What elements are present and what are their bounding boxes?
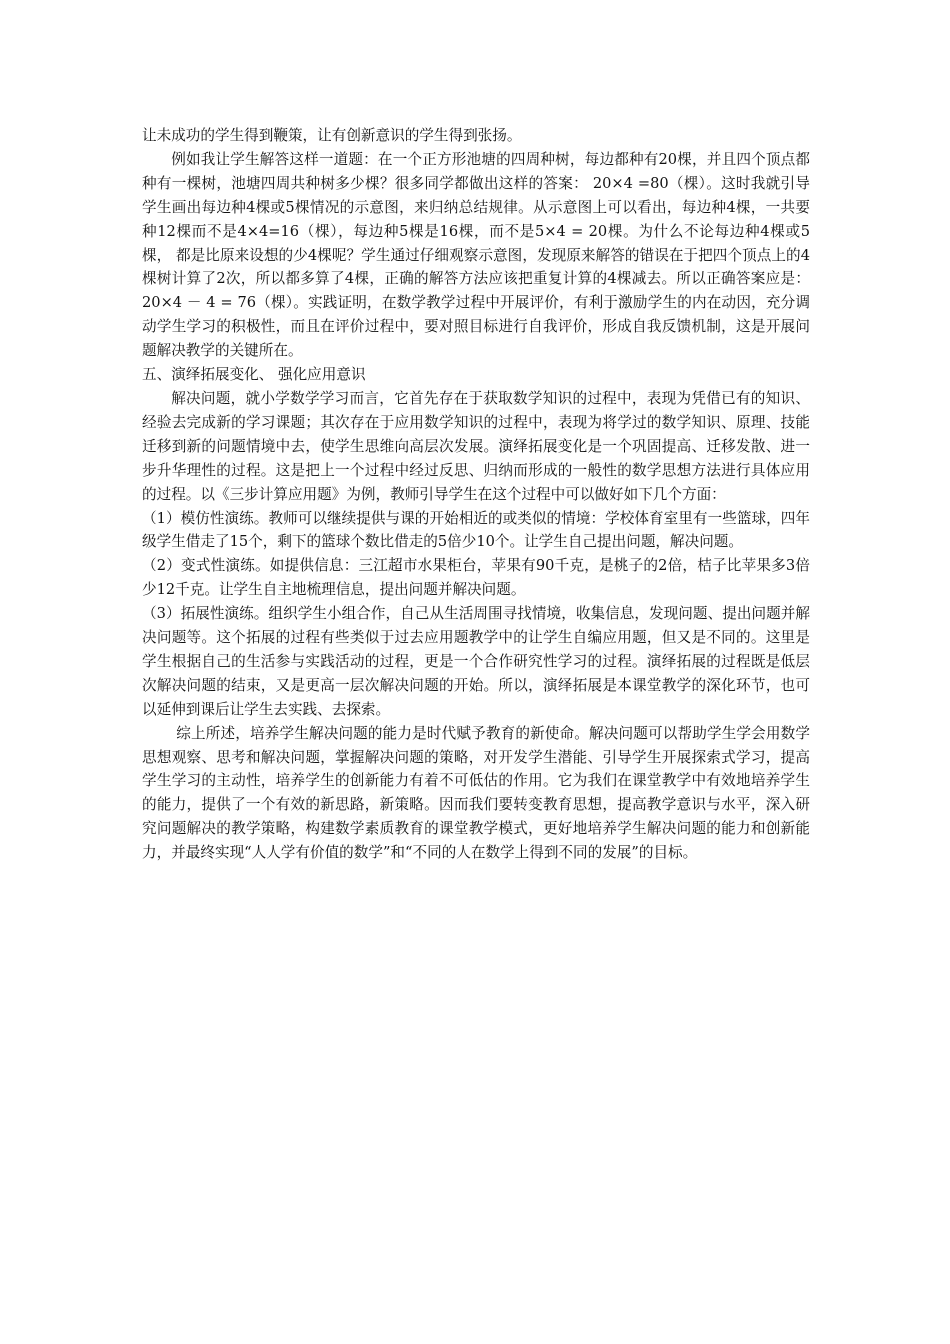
paragraph-pond-example: 例如我让学生解答这样一道题：在一个正方形池塘的四周种树，每边都种有20棵，并且四个顶点都种有一棵树，池塘四周共种树多少棵？很多同学都做出这样的答案： 20×4 =80（棵）。这时我就引导学生画出每边种4棵或5棵情况的示意图，来归纳总结规律。从示意图上可以看出，每边种4棵，一共要种12棵而不是4×4=16（棵），每边种5棵是16棵，而不是5×4 = 20棵。为什么不论每边种4棵或5棵， 都是比原来设想的少4棵呢？学生通过仔细观察示意图，发现原来解答的错误在于把四个顶点上的4棵树计算了2次，所以都多算了4棵，正确的解答方法应该把重复计算的4棵减去。所以正确答案应是：20×4 － 4 = 76（棵）。实践证明，在数学教学过程中开展评价，有利于激励学生的内在动因，充分调动学生学习的积极性，而且在评价过程中，要对照目标进行自我评价，形成自我反馈机制，这是开展问题解决教学的关键所在。 [142, 150, 810, 360]
paragraph-conclusion: 综上所述，培养学生解决问题的能力是时代赋予教育的新使命。解决问题可以帮助学生学会用数学思想观察、思考和解决问题，掌握解决问题的策略，对开发学生潜能、引导学生开展探索式学习，提高学生学习的主动性，培养学生的创新能力有着不可低估的作用。它为我们在课堂教学中有效地培养学生的能力，提供了一个有效的新思路，新策略。因而我们要转变教育思想，提高教学意识与水平，深入研究问题解决的教学策略，构建数学素质教育的课堂教学模式，更好地培养学生解决问题的能力和创新能力，并最终实现“人人学有价值的数学”和“不同的人在数学上得到不同的发展”的目标。 [142, 724, 810, 862]
list-item-variation-practice: （2）变式性演练。如提供信息：三江超市水果柜台，苹果有90千克，是桃子的2倍，桔子比苹果多3倍少12千克。让学生自主地梳理信息，提出问题并解决问题。 [142, 557, 810, 599]
document-body [142, 124, 810, 865]
list-item-imitation-practice: （1）模仿性演练。教师可以继续提供与课的开始相近的或类似的情境：学校体育室里有一些篮球，四年级学生借走了15个，剩下的篮球个数比借走的5倍少10个。让学生自己提出问题，解决问题。 [142, 509, 810, 551]
list-item-extension-practice: （3）拓展性演练。组织学生小组合作，自己从生活周围寻找情境，收集信息，发现问题、提出问题并解决问题等。这个拓展的过程有些类似于过去应用题教学中的让学生自编应用题，但又是不同的。这里是学生根据自己的生活参与实践活动的过程，更是一个合作研究性学习的过程。演绎拓展的过程既是低层次解决问题的结束，又是更高一层次解决问题的开始。所以，演绎拓展是本课堂教学的深化环节，也可以延伸到课后让学生去实践、去探索。 [142, 605, 810, 718]
paragraph-continuation: 让未成功的学生得到鞭策，让有创新意识的学生得到张扬。 [142, 127, 522, 144]
section-heading-five: 五、演绎拓展变化、 强化应用意识 [142, 366, 366, 384]
paragraph-problem-solving: 解决问题，就小学数学学习而言，它首先存在于获取数学知识的过程中，表现为凭借已有的知识、经验去完成新的学习课题；其次存在于应用数学知识的过程中，表现为将学过的数学知识、原理、技能迁移到新的问题情境中去，使学生思维向高层次发展。演绎拓展变化是一个巩固提高、迁移发散、进一步升华理性的过程。这是把上一个过程中经过反思、归纳而形成的一般性的数学思想方法进行具体应用的过程。以《三步计算应用题》为例，教师引导学生在这个过程中可以做好如下几个方面： [142, 389, 810, 503]
